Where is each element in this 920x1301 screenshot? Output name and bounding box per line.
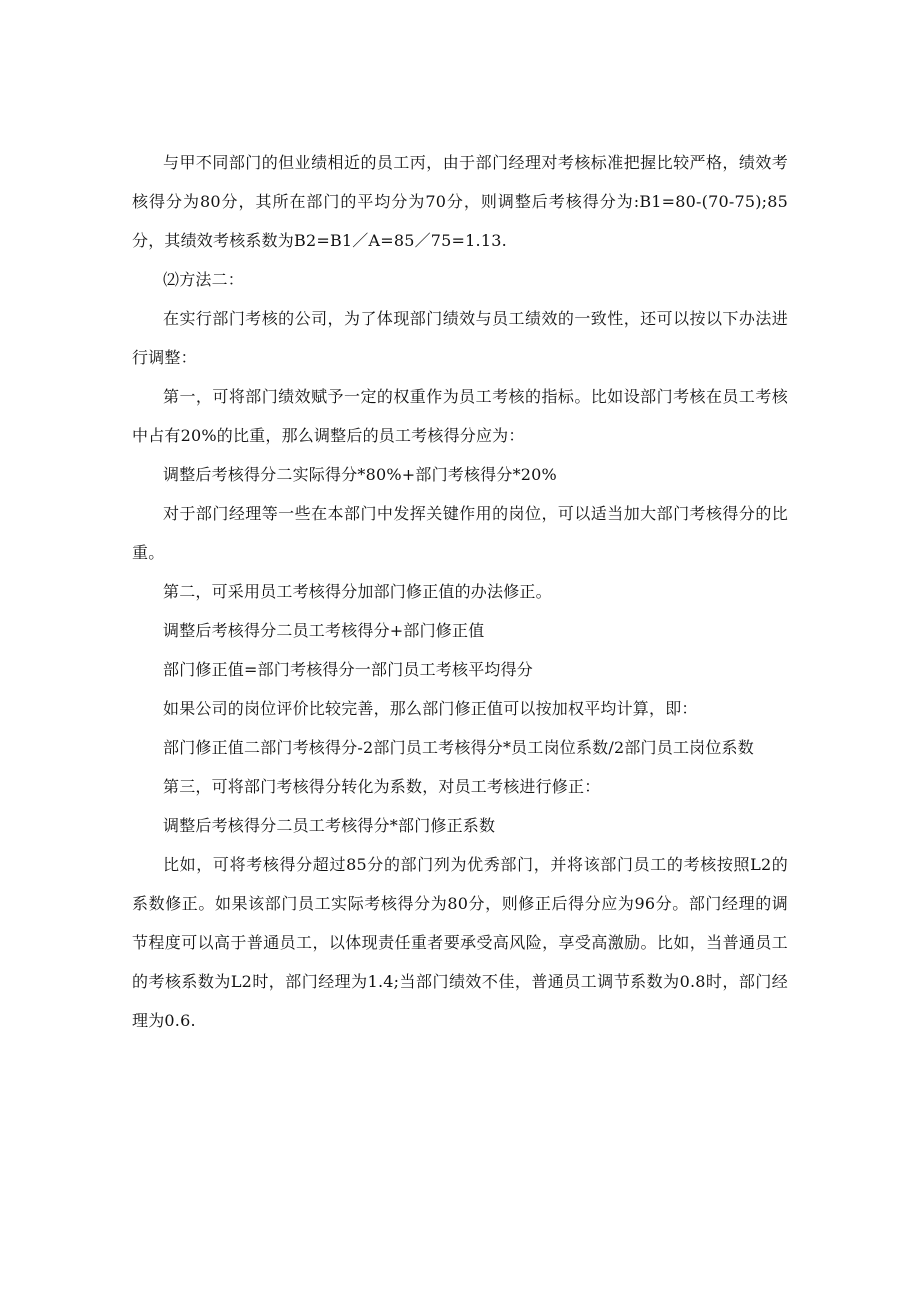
paragraph-formula-coefficient: 调整后考核得分二员工考核得分*部门修正系数 — [163, 816, 496, 835]
paragraph-third-coefficient: 第三，可将部门考核得分转化为系数，对员工考核进行修正： — [163, 777, 601, 796]
document-body — [132, 143, 788, 1040]
paragraph-coefficient-example: 比如，可将考核得分超过85分的部门列为优秀部门，并将该部门员工的考核按照L2的系数修正。如果该部门员工实际考核得分为80分，则修正后得分应为96分。部门经理的调节程度可以高于普通员工，以体现责任重者要承受高风险，享受高激励。比如，当普通员工的考核系数为L2时，部门经理为1.4;当部门绩效不佳，普通员工调节系数为0.8时，部门经理为0.6. — [132, 855, 788, 1030]
paragraph-manager-weight-note: 对于部门经理等一些在本部门中发挥关键作用的岗位，可以适当加大部门考核得分的比重。 — [132, 504, 788, 562]
paragraph-formula-correction-value: 部门修正值=部门考核得分一部门员工考核平均得分 — [163, 660, 534, 679]
paragraph-first-weighting: 第一，可将部门绩效赋予一定的权重作为员工考核的指标。比如设部门考核在员工考核中占有20%的比重，那么调整后的员工考核得分应为： — [132, 387, 788, 445]
paragraph-example-employee-c: 与甲不同部门的但业绩相近的员工丙，由于部门经理对考核标准把握比较严格，绩效考核得分为80分，其所在部门的平均分为70分，则调整后考核得分为:B1=80-(70-75);85分，其绩效考核系数为B2=B1／A=85／75=1.13. — [132, 153, 788, 250]
paragraph-method-two-intro: 在实行部门考核的公司，为了体现部门绩效与员工绩效的一致性，还可以按以下办法进行调整： — [132, 309, 788, 367]
paragraph-formula-weighted: 调整后考核得分二实际得分*80%+部门考核得分*20% — [163, 465, 557, 484]
paragraph-method-two-heading: ⑵方法二： — [163, 270, 245, 289]
paragraph-weighted-average-note: 如果公司的岗位评价比较完善，那么部门修正值可以按加权平均计算，即： — [163, 699, 698, 718]
paragraph-second-correction: 第二，可采用员工考核得分加部门修正值的办法修正。 — [163, 582, 552, 601]
paragraph-formula-correction: 调整后考核得分二员工考核得分+部门修正值 — [163, 621, 485, 640]
paragraph-formula-weighted-correction: 部门修正值二部门考核得分-2部门员工考核得分*员工岗位系数/2部门员工岗位系数 — [163, 738, 754, 757]
